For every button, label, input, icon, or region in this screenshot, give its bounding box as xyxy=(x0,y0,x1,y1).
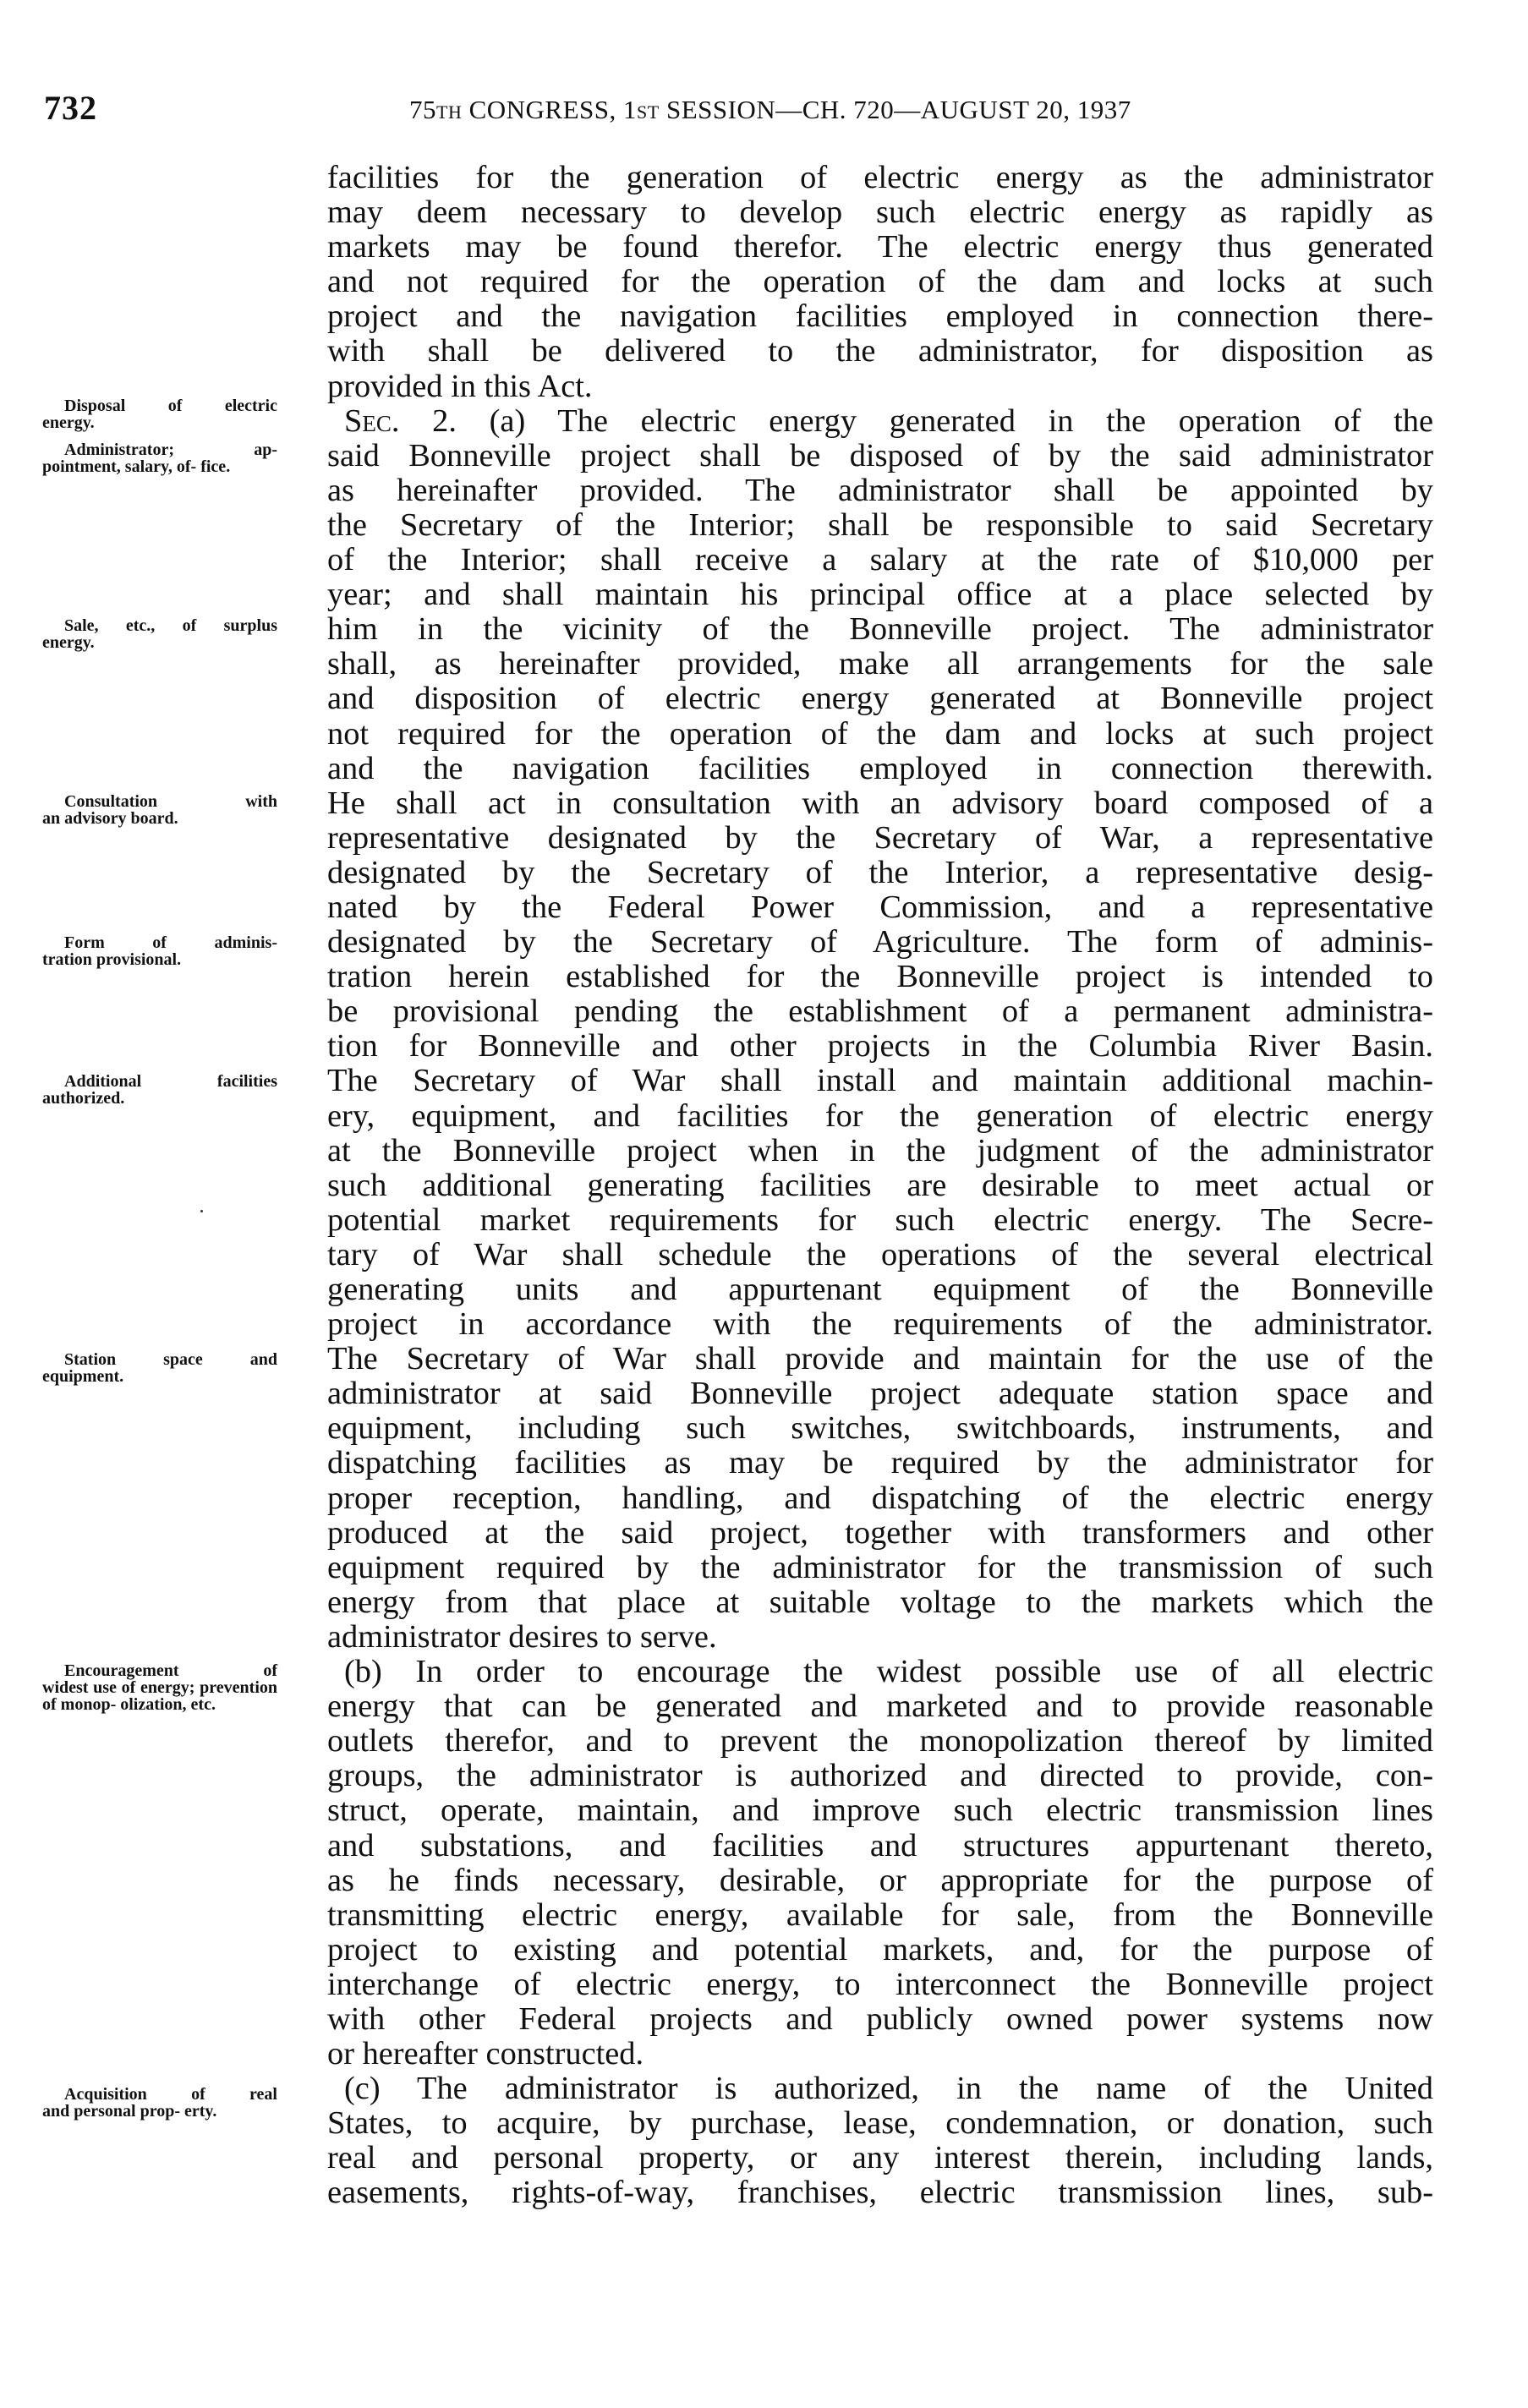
margin-note xyxy=(42,2086,277,2120)
text-line-content: the Secretary of the Interior; shall be responsible to said Secretary xyxy=(327,506,1433,543)
text-line xyxy=(327,1689,1433,1724)
text-line-content: designated by the Secretary of Agriculture. The form of adminis- xyxy=(327,924,1433,960)
text-line-content: year; and shall maintain his principal office at a place selected by xyxy=(327,577,1433,613)
text-line-content: and the navigation facilities employed in connection therewith. xyxy=(327,750,1433,786)
running-head xyxy=(409,95,1131,125)
text-line xyxy=(327,1029,1433,1064)
text-line xyxy=(327,1793,1433,1828)
text-line xyxy=(327,1585,1433,1620)
text-line xyxy=(327,1759,1433,1793)
text-line xyxy=(327,2141,1433,2175)
text-line-content: of the Interior; shall receive a salary at the rate of $10,000 per xyxy=(327,542,1433,578)
text-line xyxy=(327,1168,1433,1203)
text-line xyxy=(327,960,1433,994)
text-line xyxy=(327,647,1433,681)
text-line-content: tion for Bonneville and other projects in the Columbia River Basin. xyxy=(327,1028,1433,1064)
margin-note-heading: Form of adminis- xyxy=(64,933,277,952)
text-line xyxy=(327,821,1433,856)
text-line xyxy=(327,1655,1433,1689)
text-line-content: be provisional pending the establishment of a permanent administra- xyxy=(327,993,1433,1030)
margin-note-continuation: tration provisional. xyxy=(42,950,182,969)
margin-note-heading: Station space and xyxy=(64,1350,277,1369)
text-line xyxy=(327,334,1433,369)
margin-note-continuation: energy. xyxy=(42,413,95,432)
text-line-content: 2. (a) The electric energy generated in the operation of the xyxy=(399,402,1433,439)
text-line xyxy=(327,1342,1433,1376)
margin-note xyxy=(42,397,277,431)
text-line-content: interchange of electric energy, to interconnect the Bonneville project xyxy=(327,1966,1433,2002)
text-line xyxy=(327,1863,1433,1898)
text-line xyxy=(327,1203,1433,1238)
text-line-content: administrator desires to serve. xyxy=(327,1618,717,1655)
text-line xyxy=(327,1898,1433,1933)
margin-note-heading: Encouragement of xyxy=(64,1661,277,1680)
text-line-content: shall, as hereinafter provided, make all arrangements for the sale xyxy=(327,646,1433,682)
text-line-content: energy that can be generated and marketed and to provide reasonable xyxy=(327,1688,1433,1725)
text-line-content: tary of War shall schedule the operations of the several electrical xyxy=(327,1236,1433,1272)
text-line-content: at the Bonneville project when in the judgment of the administrator xyxy=(327,1132,1433,1168)
text-line xyxy=(327,786,1433,821)
text-line-content: not required for the operation of the dam and locks at such project xyxy=(327,715,1433,752)
text-line xyxy=(327,681,1433,716)
margin-note-heading: Administrator; ap- xyxy=(64,441,277,459)
running-head-session-date: SESSION—CH. 720—AUGUST 20, 1937 xyxy=(659,95,1131,124)
text-line xyxy=(327,577,1433,612)
text-line-content: potential market requirements for such electric energy. The Secre- xyxy=(327,1201,1433,1238)
text-line-content: such additional generating facilities are desirable to meet actual or xyxy=(327,1167,1433,1203)
text-line xyxy=(327,2002,1433,2037)
text-line xyxy=(327,508,1433,543)
text-line-content: States, to acquire, by purchase, lease, condemnation, or donation, such xyxy=(327,2105,1433,2142)
text-line-content: tration herein established for the Bonneville project is intended to xyxy=(327,959,1433,995)
text-line xyxy=(327,265,1433,299)
margin-note-continuation: an advisory board. xyxy=(42,809,178,828)
text-line xyxy=(327,369,1433,404)
margin-note xyxy=(42,617,277,651)
text-line xyxy=(327,717,1433,752)
margin-note-heading: Sale, etc., of surplus xyxy=(64,616,277,635)
text-line xyxy=(327,299,1433,334)
running-head-congress-number: 75 xyxy=(409,95,436,124)
text-line xyxy=(327,1724,1433,1759)
text-line xyxy=(327,856,1433,890)
text-line-content: markets may be found therefor. The electric energy thus generated xyxy=(327,229,1433,265)
text-line-content: (b) In order to encourage the widest possible use of all electric xyxy=(344,1654,1433,1690)
text-line xyxy=(327,2106,1433,2141)
text-line xyxy=(327,2037,1433,2071)
text-line-content: real and personal property, or any interest therein, including lands, xyxy=(327,2140,1433,2176)
text-line-content: administrator at said Bonneville project adequate station space and xyxy=(327,1376,1433,1412)
text-line xyxy=(327,1134,1433,1168)
text-line xyxy=(327,1307,1433,1342)
margin-note-heading: Additional facilities xyxy=(64,1072,277,1091)
text-line-content: with shall be delivered to the administrator, for disposition as xyxy=(327,333,1433,369)
text-line-content: energy from that place at suitable voltage to the markets which the xyxy=(327,1584,1433,1620)
text-line xyxy=(327,1411,1433,1446)
page-number: 732 xyxy=(44,89,97,127)
text-line-content: as hereinafter provided. The administrator shall be appointed by xyxy=(327,472,1433,508)
margin-note-heading: Acquisition of real xyxy=(64,2085,277,2104)
text-line-content: representative designated by the Secretary of War, a representative xyxy=(327,819,1433,856)
text-line xyxy=(327,1620,1433,1655)
running-head-congress: CONGRESS, 1 xyxy=(462,95,638,124)
text-line xyxy=(327,439,1433,473)
text-line xyxy=(327,890,1433,925)
text-line-content: generating units and appurtenant equipment of the Bonneville xyxy=(327,1272,1433,1307)
text-line-content: project and the navigation facilities employed in connection there- xyxy=(327,298,1433,335)
text-line xyxy=(327,161,1433,195)
text-line-content: with other Federal projects and publicly owned power systems now xyxy=(327,2000,1433,2037)
text-line-content: project to existing and potential markets, and, for the purpose of xyxy=(327,1931,1433,1967)
text-line-content: project in accordance with the requirements of the administrator. xyxy=(327,1306,1433,1343)
text-line xyxy=(327,2071,1433,2106)
text-line xyxy=(327,612,1433,647)
text-line-content: and not required for the operation of the dam and locks at such xyxy=(327,264,1433,300)
text-line-content: He shall act in consultation with an advisory board composed of a xyxy=(327,785,1433,821)
text-line-content: produced at the said project, together with transformers and other xyxy=(327,1514,1433,1551)
text-line xyxy=(327,1272,1433,1307)
margin-note xyxy=(42,441,277,475)
margin-note-continuation: energy. xyxy=(42,633,95,652)
margin-note-heading: Disposal of electric xyxy=(64,397,277,415)
text-line-content: and disposition of electric energy generated at Bonneville project xyxy=(327,681,1433,717)
text-line-content: said Bonneville project shall be disposed of by the said administrator xyxy=(327,437,1433,473)
text-line xyxy=(327,1064,1433,1098)
text-line-content: transmitting electric energy, available for sale, from the Bonneville xyxy=(327,1896,1433,1933)
text-line xyxy=(327,925,1433,960)
text-line xyxy=(327,230,1433,265)
text-line-content: proper reception, handling, and dispatching of the electric energy xyxy=(327,1480,1433,1516)
statute-body-text xyxy=(327,161,1433,2211)
margin-note xyxy=(42,1351,277,1385)
margin-note xyxy=(42,1073,277,1107)
text-line-content: and substations, and facilities and structures appurtenant thereto, xyxy=(327,1827,1433,1863)
text-line xyxy=(327,1551,1433,1585)
text-line xyxy=(327,1481,1433,1516)
text-line-content: or hereafter constructed. xyxy=(327,2036,644,2072)
text-line xyxy=(327,1099,1433,1134)
text-line xyxy=(327,1829,1433,1863)
text-line-content: (c) The administrator is authorized, in the name of the United xyxy=(344,2071,1433,2107)
margin-note xyxy=(42,1662,277,1713)
text-line-content: facilities for the generation of electric energy as the administrator xyxy=(327,160,1433,195)
text-line-content: The Secretary of War shall install and maintain additional machin- xyxy=(327,1063,1433,1099)
text-line xyxy=(327,195,1433,230)
running-head-session-suffix: ST xyxy=(637,101,660,123)
text-line-content: equipment required by the administrator for the transmission of such xyxy=(327,1549,1433,1585)
margin-note xyxy=(42,934,277,968)
margin-note-heading: Consultation with xyxy=(64,792,277,811)
stray-print-mark xyxy=(200,1210,203,1212)
text-line xyxy=(327,543,1433,577)
text-line xyxy=(327,473,1433,508)
text-line xyxy=(327,1516,1433,1551)
text-line-content: him in the vicinity of the Bonneville project. The administrator xyxy=(327,611,1433,648)
text-line-content: The Secretary of War shall provide and maintain for the use of the xyxy=(327,1341,1433,1377)
text-line xyxy=(327,994,1433,1029)
text-line-content: dispatching facilities as may be required by the administrator for xyxy=(327,1445,1433,1481)
running-head-ordinal-suffix: TH xyxy=(436,101,463,123)
text-line xyxy=(327,1446,1433,1480)
text-line-content: ery, equipment, and facilities for the generation of electric energy xyxy=(327,1097,1433,1134)
text-line xyxy=(327,404,1433,439)
text-line-content: outlets therefor, and to prevent the monopolization thereof by limited xyxy=(327,1723,1433,1759)
text-line xyxy=(327,1376,1433,1411)
text-line xyxy=(327,752,1433,786)
margin-note-continuation: authorized. xyxy=(42,1089,125,1108)
text-line xyxy=(327,1238,1433,1272)
text-line-content: nated by the Federal Power Commission, and a representative xyxy=(327,889,1433,925)
text-line xyxy=(327,1933,1433,1967)
text-line-content: equipment, including such switches, switchboards, instruments, and xyxy=(327,1410,1433,1447)
margin-note xyxy=(42,793,277,827)
text-line-content: as he finds necessary, desirable, or appropriate for the purpose of xyxy=(327,1862,1433,1898)
margin-note-continuation: and personal prop- erty. xyxy=(42,2102,217,2121)
text-line-content: groups, the administrator is authorized and directed to provide, con- xyxy=(327,1758,1433,1794)
text-line-content: easements, rights-of-way, franchises, electric transmission lines, sub- xyxy=(327,2175,1433,2211)
text-line xyxy=(327,2175,1433,2210)
text-line-content: provided in this Act. xyxy=(327,368,593,404)
text-line-content: designated by the Secretary of the Interior, a representative desig- xyxy=(327,854,1433,890)
text-line-content: may deem necessary to develop such electric energy as rapidly as xyxy=(327,194,1433,231)
text-line-content: struct, operate, maintain, and improve such electric transmission lines xyxy=(327,1792,1433,1829)
margin-note-continuation: pointment, salary, of- fice. xyxy=(42,457,231,476)
text-line xyxy=(327,1967,1433,2002)
margin-note-continuation: equipment. xyxy=(42,1367,124,1386)
margin-note-continuation: widest use of energy; prevention of monop- olization, etc. xyxy=(42,1678,277,1714)
section-label: Sec. xyxy=(344,402,400,439)
